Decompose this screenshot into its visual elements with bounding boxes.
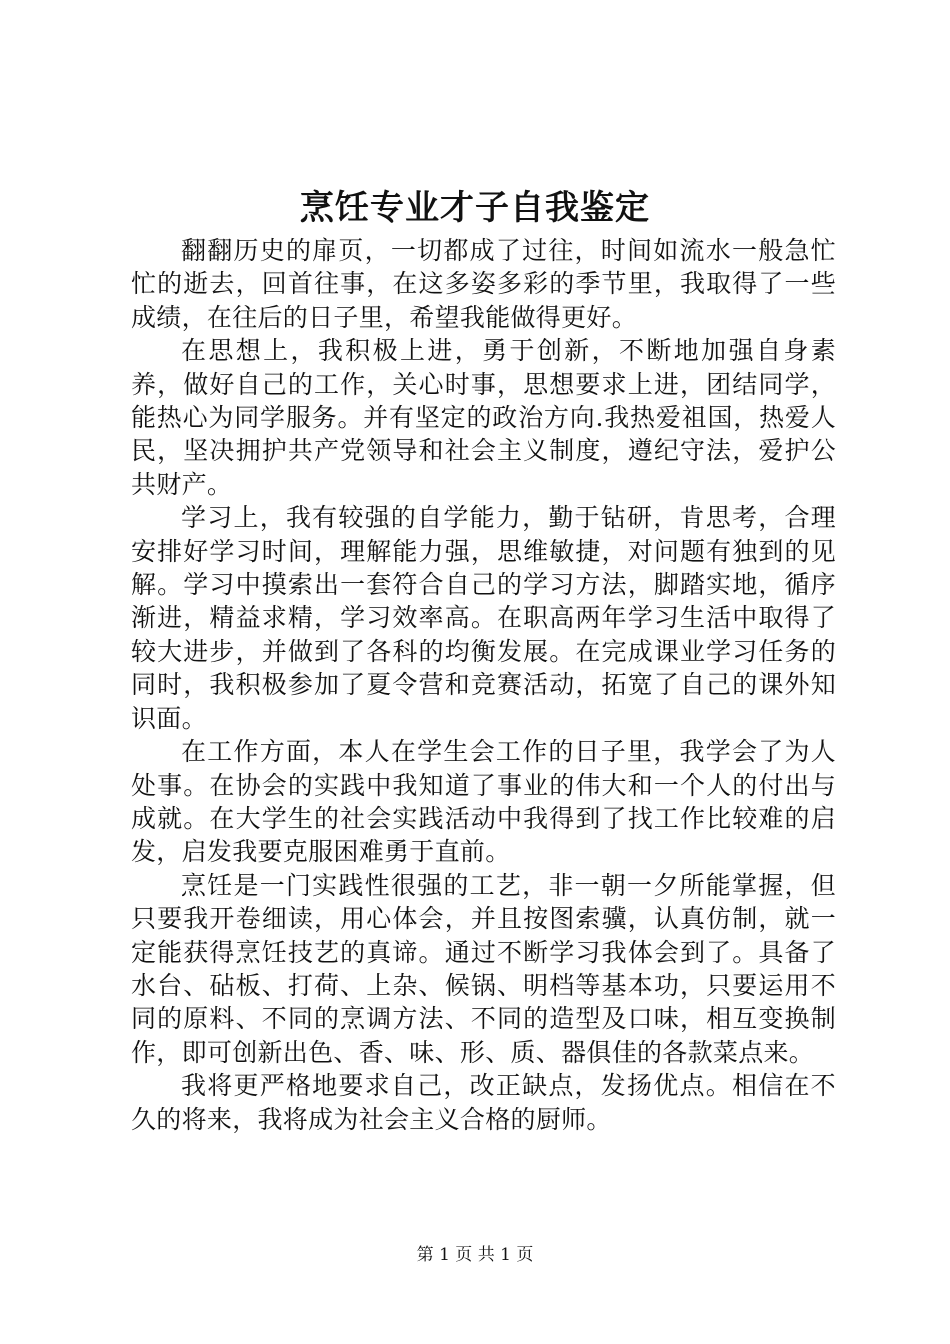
paragraph-6: 我将更严格地要求自己，改正缺点，发扬优点。相信在不久的将来，我将成为社会主义合格的厨师。 xyxy=(131,1071,836,1134)
paragraph-4: 在工作方面，本人在学生会工作的日子里，我学会了为人处事。在协会的实践中我知道了事业的伟大和一个人的付出与成就。在大学生的社会实践活动中我得到了找工作比较难的启发，启发我要克服困难勇于直前。 xyxy=(131,737,836,867)
document-body xyxy=(131,234,836,1136)
document-title: 烹饪专业才子自我鉴定 xyxy=(300,188,650,228)
page-footer: 第 1 页 共 1 页 xyxy=(416,1245,534,1265)
paragraph-1: 翻翻历史的扉页，一切都成了过往，时间如流水一般急忙忙的逝去，回首往事，在这多姿多彩的季节里，我取得了一些成绩，在往后的日子里，希望我能做得更好。 xyxy=(131,236,836,332)
paragraph-2: 在思想上，我积极上进，勇于创新，不断地加强自身素养，做好自己的工作，关心时事，思想要求上进，团结同学，能热心为同学服务。并有坚定的政治方向.我热爱祖国，热爱人民，坚决拥护共产党领导和社会主义制度，遵纪守法，爱护公共财产。 xyxy=(131,336,836,499)
paragraph-3: 学习上，我有较强的自学能力，勤于钻研，肯思考，合理安排好学习时间，理解能力强，思维敏捷，对问题有独到的见解。学习中摸索出一套符合自己的学习方法，脚踏实地，循序渐进，精益求精，学习效率高。在职高两年学习生活中取得了较大进步，并做到了各科的均衡发展。在完成课业学习任务的同时，我积极参加了夏令营和竞赛活动，拓宽了自己的课外知识面。 xyxy=(131,503,836,733)
paragraph-5: 烹饪是一门实践性很强的工艺，非一朝一夕所能掌握，但只要我开卷细读，用心体会，并且按图索骥，认真仿制，就一定能获得烹饪技艺的真谛。通过不断学习我体会到了。具备了水台、砧板、打荷、上杂、候锅、明档等基本功，只要运用不同的原料、不同的烹调方法、不同的造型及口味，相互变换制作，即可创新出色、香、味、形、质、器俱佳的各款菜点来。 xyxy=(131,870,836,1067)
